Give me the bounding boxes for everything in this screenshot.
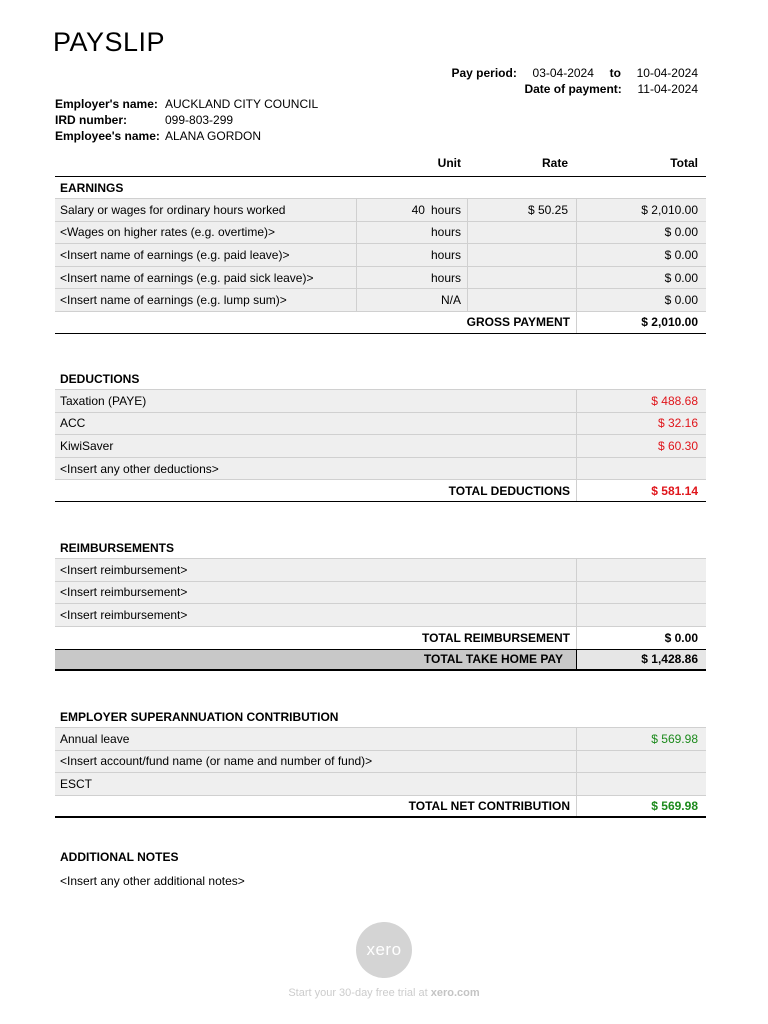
payment-date-value: 11-04-2024 <box>637 82 698 96</box>
superannuation-heading: EMPLOYER SUPERANNUATION CONTRIBUTION <box>55 706 706 728</box>
earnings-unit <box>356 199 467 221</box>
notes-heading: ADDITIONAL NOTES <box>60 850 179 864</box>
earnings-desc: <Insert name of earnings (e.g. paid leave)> <box>60 247 290 262</box>
column-header <box>55 155 706 177</box>
gross-payment-label: GROSS PAYMENT <box>466 315 570 330</box>
earnings-desc: <Insert name of earnings (e.g. paid sick leave)> <box>60 270 314 285</box>
earnings-desc: <Wages on higher rates (e.g. overtime)> <box>60 225 275 240</box>
superannuation-desc: Annual leave <box>60 731 130 746</box>
earnings-total: $ 0.00 <box>576 222 706 244</box>
earnings-unit-qty: 40 <box>411 202 425 217</box>
superannuation-row <box>55 751 706 774</box>
total-deductions-row <box>55 480 706 502</box>
reimbursement-desc: <Insert reimbursement> <box>60 607 188 622</box>
superannuation-amount <box>576 751 706 773</box>
footer-text: Start your 30-day free trial at <box>288 987 431 999</box>
total-reimbursement-value: $ 0.00 <box>576 627 706 649</box>
deduction-amount <box>576 458 706 480</box>
total-reimbursement-row <box>55 627 706 649</box>
reimbursement-amount <box>576 559 706 581</box>
gross-payment-value: $ 2,010.00 <box>576 312 706 333</box>
earnings-total: $ 2,010.00 <box>576 199 706 221</box>
earnings-unit <box>356 289 467 311</box>
take-home-value: $ 1,428.86 <box>576 650 706 669</box>
deduction-desc: ACC <box>60 416 86 431</box>
column-total: Total <box>670 156 698 170</box>
deduction-row <box>55 390 706 413</box>
earnings-row <box>55 199 706 222</box>
earnings-total: $ 0.00 <box>576 289 706 311</box>
footer-link[interactable]: xero.com <box>430 987 480 999</box>
earnings-unit-type: hours <box>430 202 461 217</box>
earnings-desc: Salary or wages for ordinary hours worked <box>60 202 286 217</box>
page-title: PAYSLIP <box>53 27 166 57</box>
earnings-unit-type: hours <box>430 270 461 285</box>
superannuation-amount <box>576 773 706 795</box>
reimbursement-desc: <Insert reimbursement> <box>60 562 188 577</box>
pay-period-to: 10-04-2024 <box>636 66 698 80</box>
gross-payment-row <box>55 312 706 334</box>
earnings-rate: $ 50.25 <box>467 199 576 221</box>
reimbursement-row <box>55 604 706 627</box>
earnings-row <box>55 289 706 312</box>
earnings-rate <box>467 222 576 244</box>
total-net-contribution-label: TOTAL NET CONTRIBUTION <box>408 798 570 813</box>
earnings-unit-type: hours <box>430 247 461 262</box>
employee-name-label: Employee's name: <box>55 129 160 143</box>
earnings-heading: EARNINGS <box>55 177 706 199</box>
superannuation-desc: <Insert account/fund name (or name and number of fund)> <box>60 754 373 769</box>
deduction-row <box>55 435 706 458</box>
deduction-desc: <Insert any other deductions> <box>60 461 219 476</box>
reimbursement-amount <box>576 604 706 626</box>
employer-name: AUCKLAND CITY COUNCIL <box>165 97 319 111</box>
deduction-amount: $ 32.16 <box>576 413 706 435</box>
notes-text[interactable]: <Insert any other additional notes> <box>60 874 245 888</box>
reimbursements-heading: REIMBURSEMENTS <box>55 537 706 559</box>
reimbursement-amount <box>576 582 706 604</box>
ird-label: IRD number: <box>55 113 127 127</box>
superannuation-amount: $ 569.98 <box>576 728 706 750</box>
deduction-amount: $ 488.68 <box>576 390 706 412</box>
employer-details <box>55 96 318 144</box>
earnings-unit <box>356 267 467 289</box>
total-reimbursement-label: TOTAL REIMBURSEMENT <box>421 630 570 645</box>
superannuation-desc: ESCT <box>60 776 93 791</box>
earnings-row <box>55 267 706 290</box>
total-net-contribution-value: $ 569.98 <box>576 796 706 816</box>
take-home-row <box>55 649 706 671</box>
employer-name-label: Employer's name: <box>55 97 158 111</box>
earnings-total: $ 0.00 <box>576 267 706 289</box>
deduction-row <box>55 413 706 436</box>
earnings-section <box>55 155 706 334</box>
earnings-row <box>55 222 706 245</box>
earnings-unit <box>356 244 467 266</box>
superannuation-section <box>55 706 706 818</box>
earnings-row <box>55 244 706 267</box>
employee-name: ALANA GORDON <box>165 129 262 143</box>
superannuation-row <box>55 773 706 796</box>
payment-date-label: Date of payment: <box>524 82 622 96</box>
reimbursement-desc: <Insert reimbursement> <box>60 585 188 600</box>
earnings-rate <box>467 244 576 266</box>
take-home-label: TOTAL TAKE HOME PAY <box>423 652 563 667</box>
column-unit: Unit <box>437 156 461 170</box>
column-rate: Rate <box>541 156 568 170</box>
earnings-unit-type: N/A <box>440 293 461 308</box>
pay-period-label: Pay period: <box>451 66 517 80</box>
deductions-section <box>55 368 706 502</box>
earnings-rate <box>467 289 576 311</box>
reimbursement-row <box>55 582 706 605</box>
deductions-heading: DEDUCTIONS <box>55 368 706 390</box>
xero-logo <box>356 922 412 978</box>
xero-logo-text: xero <box>366 940 402 959</box>
earnings-unit <box>356 222 467 244</box>
pay-period-block <box>451 65 698 97</box>
ird-number: 099-803-299 <box>165 113 234 127</box>
earnings-unit-type: hours <box>430 225 461 240</box>
total-deductions-label: TOTAL DEDUCTIONS <box>448 483 570 498</box>
reimbursement-row <box>55 559 706 582</box>
earnings-total: $ 0.00 <box>576 244 706 266</box>
pay-period-from: 03-04-2024 <box>532 66 594 80</box>
superannuation-row <box>55 728 706 751</box>
earnings-desc: <Insert name of earnings (e.g. lump sum)> <box>60 293 287 308</box>
total-net-contribution-row <box>55 796 706 818</box>
deduction-row <box>55 458 706 481</box>
footer <box>0 987 768 999</box>
deduction-desc: Taxation (PAYE) <box>60 393 147 408</box>
deduction-desc: KiwiSaver <box>60 438 114 453</box>
deduction-amount: $ 60.30 <box>576 435 706 457</box>
pay-period-to-label: to <box>609 66 621 80</box>
reimbursements-section <box>55 537 706 671</box>
earnings-rate <box>467 267 576 289</box>
total-deductions-value: $ 581.14 <box>576 480 706 501</box>
